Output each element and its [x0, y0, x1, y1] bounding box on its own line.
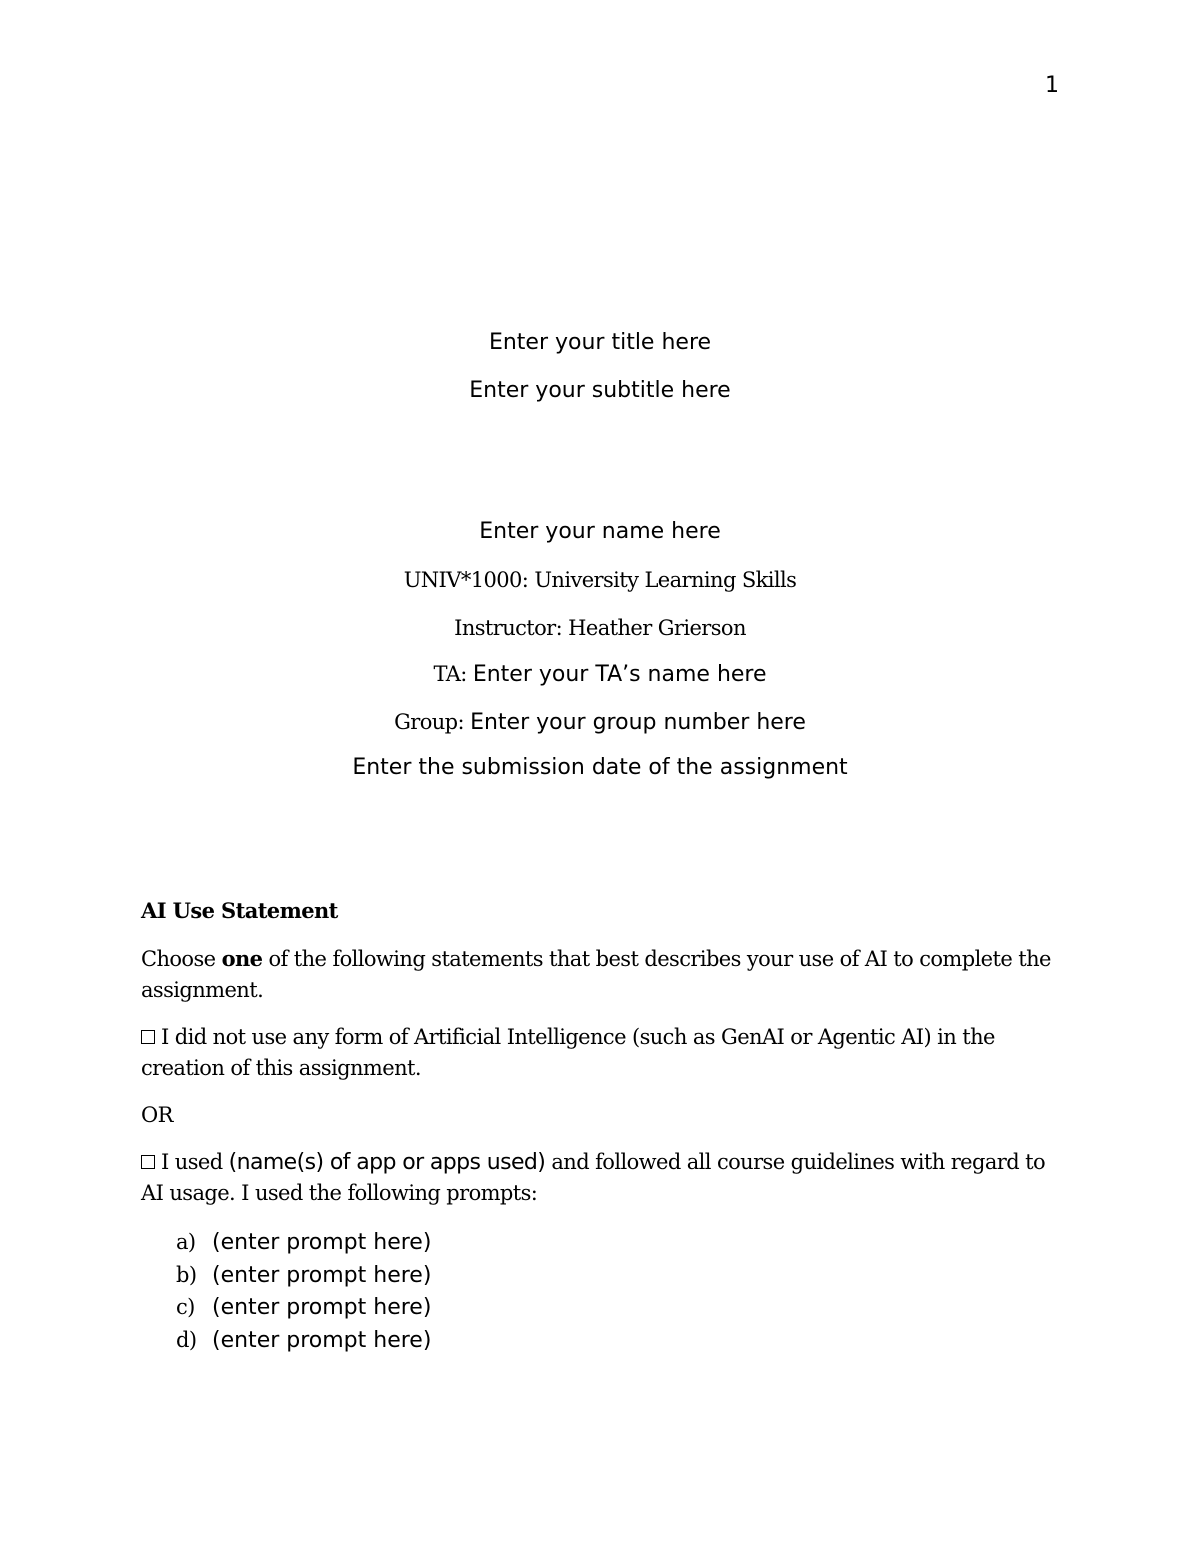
ta-label: TA: [433, 662, 473, 686]
prompt-placeholder[interactable]: (enter prompt here) [212, 1295, 432, 1320]
subtitle-placeholder[interactable]: Enter your subtitle here [469, 378, 731, 403]
prompt-item-a [176, 1226, 431, 1259]
or-separator: OR [141, 1103, 173, 1127]
prompt-list [176, 1226, 431, 1356]
prompt-marker: c) [176, 1295, 195, 1319]
prompt-placeholder[interactable]: (enter prompt here) [212, 1262, 432, 1288]
prompt-marker: a) [176, 1230, 196, 1254]
prompt-placeholder[interactable]: (enter prompt here) [212, 1327, 432, 1353]
ai-option-used-ai [141, 1147, 1061, 1209]
ta-name-placeholder[interactable]: Enter your TA’s name here [472, 662, 767, 687]
used-ai-checkbox[interactable] [141, 1155, 155, 1169]
used-ai-text-end: and followed all course guidelines with regard to AI usage. I used the following prompts: [141, 1150, 1045, 1205]
ai-statement-heading: AI Use Statement [141, 898, 338, 923]
prompt-marker: d) [176, 1327, 197, 1352]
ai-statement-instructions [141, 943, 1061, 1006]
prompt-placeholder[interactable]: (enter prompt here) [212, 1230, 432, 1255]
ai-option-no-ai [141, 1022, 1061, 1084]
name-placeholder[interactable]: Enter your name here [479, 519, 721, 544]
submission-date-placeholder[interactable]: Enter the submission date of the assignment [352, 755, 848, 780]
no-ai-statement: I did not use any form of Artificial Intelligence (such as GenAI or Agentic AI) in the creation of this assignment. [141, 1025, 995, 1080]
app-names-placeholder[interactable]: (name(s) of app or apps used) [228, 1150, 546, 1175]
ta-line [141, 658, 1059, 693]
course-name: UNIV*1000: University Learning Skills [403, 568, 797, 592]
instructions-text-end: of the following statements that best describes your use of AI to complete the assignment. [141, 947, 1051, 1002]
no-ai-checkbox[interactable] [141, 1030, 155, 1044]
instructions-text-start: Choose [141, 947, 222, 971]
prompt-item-d [176, 1324, 431, 1357]
instructor-name: Instructor: Heather Grierson [454, 616, 746, 640]
instructions-emphasis: one [221, 946, 263, 971]
page-number: 1 [1045, 73, 1059, 98]
group-number-placeholder[interactable]: Enter your group number here [470, 710, 806, 735]
prompt-item-b [176, 1259, 431, 1292]
prompt-item-c [176, 1291, 431, 1324]
title-placeholder[interactable]: Enter your title here [488, 330, 712, 355]
group-line [141, 706, 1059, 741]
used-ai-text-start: I used [161, 1150, 229, 1174]
prompt-marker: b) [176, 1262, 197, 1287]
group-label: Group: [394, 710, 471, 734]
